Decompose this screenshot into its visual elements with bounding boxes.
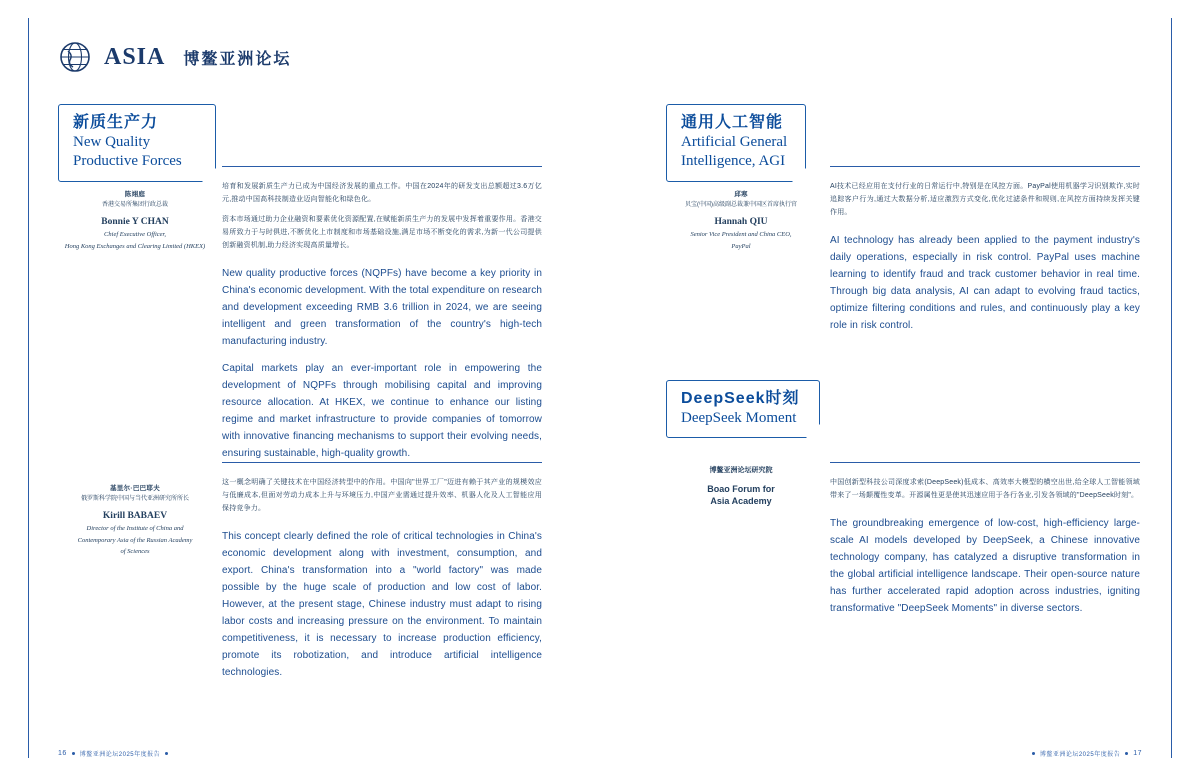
article-agi xyxy=(830,166,1140,344)
column-rule xyxy=(222,166,542,167)
article-body-en xyxy=(222,528,542,681)
article-paragraph-en: New quality productive forces (NQPFs) have become a key priority in China's economic development. With the total expenditure on research and development exceeding RMB 3.6 trillion in 2024, we are seeing intelligent and green transformation of the country's high-tech manufacturing industry. xyxy=(222,267,542,347)
footer-right xyxy=(1032,749,1142,758)
article-body-en xyxy=(830,232,1140,334)
speaker-title-en-line2: Hong Kong Exchanges and Clearing Limited (HKEX) xyxy=(64,242,206,250)
speaker-name-cn: 基里尔·巴巴耶夫 xyxy=(109,485,161,492)
footer-dot-icon xyxy=(72,752,75,755)
column-rule xyxy=(222,462,542,463)
page-number-right: 17 xyxy=(1133,750,1142,757)
section-heading-cn: 新质生产力 xyxy=(73,114,159,131)
article-babaev xyxy=(222,462,542,691)
section-heading-agi xyxy=(666,104,806,182)
section-heading-en-line1: New Quality xyxy=(73,134,151,151)
footer-text-left: 博鳌亚洲论坛2025年度报告 xyxy=(79,752,161,758)
speaker-title-cn: 俄罗斯科学院中国与当代亚洲研究所所长 xyxy=(80,495,189,502)
speaker-title-en-line1: Chief Executive Officer, xyxy=(104,231,166,239)
article-deepseek xyxy=(830,462,1140,627)
speaker-name-cn: 邱寒 xyxy=(734,191,748,198)
speaker-name-en: Hannah QIU xyxy=(714,216,768,227)
article-body-en xyxy=(222,265,542,462)
article-paragraph-en: Capital markets play an ever-important role in empowering the development of NQPFs through mobilising capital and improving resource allocation. At HKEX, we continue to enhance our listing regime and market infrastructure to provide companies of tomorrow with innovative financing mechanisms to support their evolving needs, ensuring sustainable, high-quality growth. xyxy=(222,362,542,459)
article-body-cn xyxy=(222,181,542,253)
speaker-title-cn: 香港交易所集团行政总裁 xyxy=(101,201,168,208)
section-heading-en-line2: Productive Forces xyxy=(73,153,182,170)
speaker-name-cn: 博鳌亚洲论坛研究院 xyxy=(709,467,773,474)
footer-dot-icon xyxy=(1125,752,1128,755)
speaker-hannah-qiu xyxy=(666,190,816,251)
column-rule xyxy=(830,462,1140,463)
speaker-name-en: Bonnie Y CHAN xyxy=(101,216,169,227)
page-rule-right xyxy=(1171,18,1172,758)
section-heading-en-line1: Artificial General xyxy=(681,134,788,151)
brand-name-en: ASIA xyxy=(104,44,166,70)
speaker-name-cn: 陈翊庭 xyxy=(124,191,146,198)
article-body-cn xyxy=(830,477,1140,503)
article-paragraph-en: The groundbreaking emergence of low-cost, high-efficiency large-scale AI models developed by DeepSeek, a Chinese innovative technology company, has catalyzed a disruptive transformation in the global artificial intelligence landscape. Their open-source nature has further accelerated rapid adoption across industries, igniting transformative "DeepSeek Moments" in diverse sectors. xyxy=(830,517,1140,614)
page-number-left: 16 xyxy=(58,750,67,757)
section-heading-deepseek-moment xyxy=(666,380,820,438)
page-rule-left xyxy=(28,18,29,758)
article-new-quality-productive-forces xyxy=(222,166,542,472)
footer-text-right: 博鳌亚洲论坛2025年度报告 xyxy=(1039,752,1121,758)
article-body-en xyxy=(830,515,1140,617)
speaker-title-en-line2: Contemporary Asia of the Russian Academy xyxy=(77,536,193,544)
article-paragraph-cn: 培育和发展新质生产力已成为中国经济发展的重点工作。中国在2024年的研发支出总额超过3.6万亿元,推动中国高科技制造业迈向智能化和绿色化。 xyxy=(222,183,542,203)
article-paragraph-cn: AI技术已经应用在支付行业的日常运行中,特别是在风控方面。PayPal使用机器学习识别欺诈,实时追踪客户行为,通过大数据分析,适应激烈方式变化,优化过滤条件和规则,在风控方面持续发挥关键作用。 xyxy=(830,183,1140,216)
article-paragraph-en: This concept clearly defined the role of critical technologies in China's economic development along with investment, consumption, and export. China's transformation into a "world factory" was made possible by the huge scale of production and low cost of labor. However, at the present stage, Chinese industry must adapt to rising labor costs and increasing pressure on the environment. To maintain competitiveness, it is necessary to increase production efficiency, promote its robotization, and introduce artificial intelligence technologies. xyxy=(222,530,542,678)
section-heading-en-line1: DeepSeek Moment xyxy=(681,410,797,427)
section-heading-cn: 通用人工智能 xyxy=(681,114,784,131)
speaker-kirill-babaev xyxy=(60,484,210,556)
speaker-title-cn: 贝宝(中国)高级副总裁兼中国区首席执行官 xyxy=(685,201,797,208)
globe-icon xyxy=(58,40,92,74)
column-rule xyxy=(830,166,1140,167)
section-heading-en-line2: Intelligence, AGI xyxy=(681,153,786,170)
article-paragraph-cn: 资本市场通过助力企业融资和要素优化资源配置,在赋能新质生产力的发展中发挥着重要作用。香港交易所致力于与时俱进,不断优化上市制度和市场基础设施,满足市场不断变化的需求,为新一代公司提供创新融资机制,助力经济实现高质量增长。 xyxy=(222,215,542,249)
article-paragraph-cn: 中国创新型科技公司深度求索(DeepSeek)低成本、高效率大模型的横空出世,给全球人工智能领域带来了一场颠覆性变革。开源属性更是使其迅速应用于各行各业,引发各领域的"DeepSeek时刻"。 xyxy=(830,479,1140,499)
footer-left xyxy=(58,749,168,758)
speaker-name-en: Kirill BABAEV xyxy=(102,510,168,521)
speaker-title-en-line2: PayPal xyxy=(731,242,751,250)
speaker-title-en-line1: Director of the Institute of China and xyxy=(86,525,184,533)
speaker-bonnie-chan xyxy=(60,190,210,251)
speaker-name-en-line1: Boao Forum for xyxy=(707,483,775,494)
speaker-title-en-line3: of Sciences xyxy=(120,547,150,555)
section-heading-cn: DeepSeek时刻 xyxy=(681,390,800,407)
masthead xyxy=(58,40,291,74)
speaker-name-en-line2: Asia Academy xyxy=(710,495,772,506)
speaker-title-en-line1: Senior Vice President and China CEO, xyxy=(690,231,792,239)
article-body-cn xyxy=(222,477,542,516)
brand-name-cn: 博鳌亚洲论坛 xyxy=(183,50,292,68)
article-paragraph-cn: 这一概念明确了关键技术在中国经济转型中的作用。中国向"世界工厂"迈进有赖于其产业的规模效应与低廉成本,但面对劳动力成本上升与环境压力,中国产业需通过提升效率、机器人化及人工智能应用保持竞争力。 xyxy=(222,479,542,512)
article-paragraph-en: AI technology has already been applied to the payment industry's daily operations, especially in risk control. PayPal uses machine learning to identify fraud and track customer behavior in real time. Through big data analysis, AI can adapt to evolving fraud tactics, optimize filtering conditions and rules, and continuously play a key role in risk control. xyxy=(830,234,1140,331)
section-heading-new-quality-productive-forces xyxy=(58,104,216,182)
footer-dot-icon xyxy=(165,752,168,755)
speaker-boao-forum-academy xyxy=(666,466,816,507)
footer-dot-icon xyxy=(1032,752,1035,755)
article-body-cn xyxy=(830,181,1140,220)
